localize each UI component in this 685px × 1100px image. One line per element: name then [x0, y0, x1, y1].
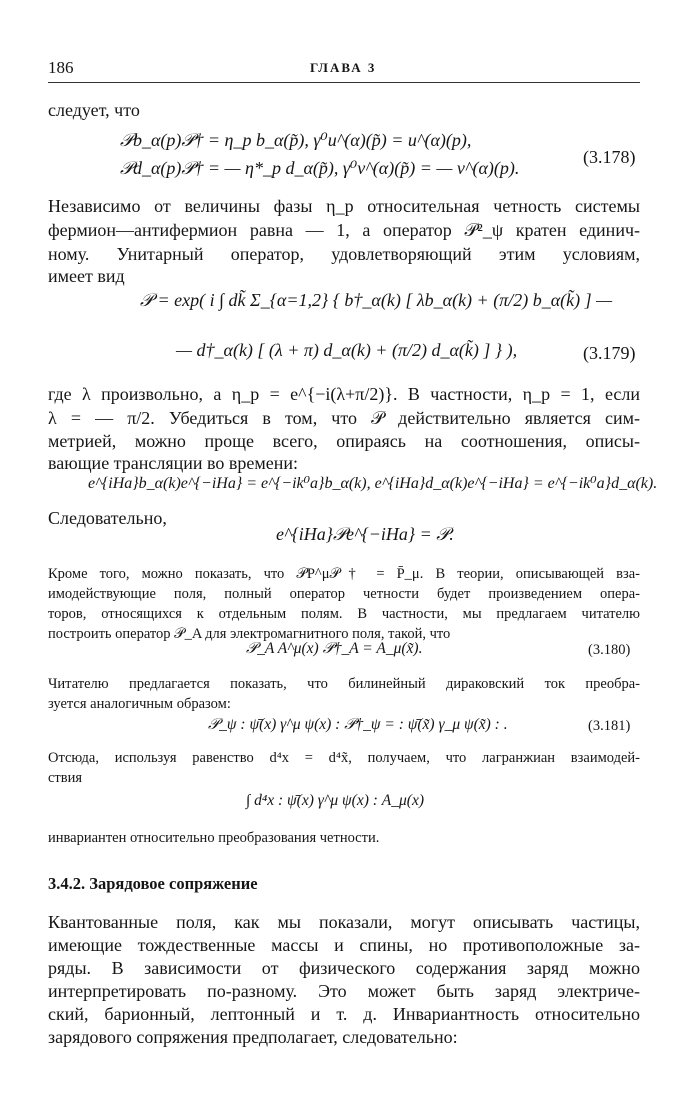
equation-parity-invariance: e^{iHa}𝒫e^{−iHa} = 𝒫. — [276, 524, 454, 544]
body-line: λ = — π/2. Убедиться в том, что 𝒫 действительно является сим- — [48, 408, 640, 428]
equation-number: (3.179) — [583, 343, 636, 363]
small-text-line: Кроме того, можно показать, что 𝒫P^μ𝒫† = P̄_μ. В теории, описывающей вза- — [48, 566, 640, 582]
small-text-line: Отсюда, используя равенство d⁴x = d⁴x̃, получаем, что лагранжиан взаимодей- — [48, 750, 640, 766]
body-line: вающие трансляции во времени: — [48, 453, 299, 473]
running-header — [48, 58, 638, 80]
body-line: зарядового сопряжения предполагает, следовательно: — [48, 1027, 458, 1047]
body-line: Квантованные поля, как мы показали, могут описывать частицы, — [48, 912, 640, 932]
body-line: Независимо от величины фазы η_p относительная четность системы — [48, 196, 640, 216]
equation-3-178-line-2: 𝒫d_α(p)𝒫† = — η*_p d_α(p̃), γ⁰v^(α)(p̃) = — v^(α)(p). — [120, 158, 520, 178]
body-line: ному. Унитарный оператор, удовлетворяющий этим условиям, — [48, 244, 640, 264]
equation-lagrangian: ∫ d⁴x : ψ̄(x) γ^μ ψ(x) : A_μ(x) — [246, 792, 425, 809]
body-line: ский, барионный, лептонный и т. д. Инвариантность относительно — [48, 1004, 640, 1024]
small-text-line: торов, относящихся к отдельным полям. В частности, мы предлагаем читателю — [48, 606, 640, 622]
chapter-title: ГЛАВА 3 — [310, 60, 377, 75]
page-number: 186 — [48, 58, 74, 77]
small-text-line: зуется аналогичным образом: — [48, 696, 231, 712]
equation-number: (3.178) — [583, 147, 636, 167]
body-line: имеет вид — [48, 266, 125, 286]
body-line: ряды. В зависимости от физического содержания заряд можно — [48, 958, 640, 978]
small-text-line: Читателю предлагается показать, что билинейный дираковский ток преобра- — [48, 676, 640, 692]
section-heading: 3.4.2. Зарядовое сопряжение — [48, 874, 258, 893]
body-line: метрией, можно проще всего, опираясь на соотношения, описы- — [48, 431, 640, 451]
small-text-line: инвариантен относительно преобразования четности. — [48, 830, 380, 846]
equation-3-179-line-2: — d†_α(k) [ (λ + π) d_α(k) + (π/2) d_α(k̃) ] } ), — [176, 340, 518, 360]
equation-3-181: 𝒫_ψ : ψ̄(x) γ^μ ψ(x) : 𝒫†_ψ = : ψ̄(x̃) γ_μ ψ(x̃) : . — [208, 716, 508, 733]
small-text-line: ствия — [48, 770, 83, 786]
equation-3-178-line-1: 𝒫b_α(p)𝒫† = η_p b_α(p̃), γ⁰u^(α)(p̃) = u^(α)(p), — [120, 130, 472, 150]
body-line: Следовательно, — [48, 508, 167, 528]
small-text-line: построить оператор 𝒫_A для электромагнитного поля, такой, что — [48, 626, 451, 642]
body-line: следует, что — [48, 100, 140, 120]
equation-number: (3.180) — [588, 642, 631, 658]
small-text-line: имодействующие поля, полный оператор четности будет произведением опера- — [48, 586, 640, 602]
equation-translation: e^{iHa}b_α(k)e^{−iHa} = e^{−ik⁰a}b_α(k), e^{iHa}d_α(k)e^{−iHa} = e^{−ik⁰a}d_α(k). — [88, 475, 658, 492]
body-line: интерпретировать по-разному. Это может быть заряд электриче- — [48, 981, 640, 1001]
body-line: где λ произвольно, а η_p = e^{−i(λ+π/2)}. В частности, η_p = 1, если — [48, 384, 640, 404]
body-line: фермион—антифермион равна — 1, а оператор 𝒫²_ψ кратен единич- — [48, 220, 640, 240]
equation-3-180: 𝒫_A A^μ(x) 𝒫†_A = A_μ(x̃). — [246, 640, 423, 657]
header-rule — [48, 82, 640, 83]
equation-3-179-line-1: 𝒫 = exp( i ∫ dk̃ Σ_{α=1,2} { b†_α(k) [ λb_α(k) + (π/2) b_α(k̃) ] — — [140, 290, 613, 310]
body-line: имеющие тождественные массы и спины, но противоположные за- — [48, 935, 640, 955]
equation-number: (3.181) — [588, 718, 631, 734]
